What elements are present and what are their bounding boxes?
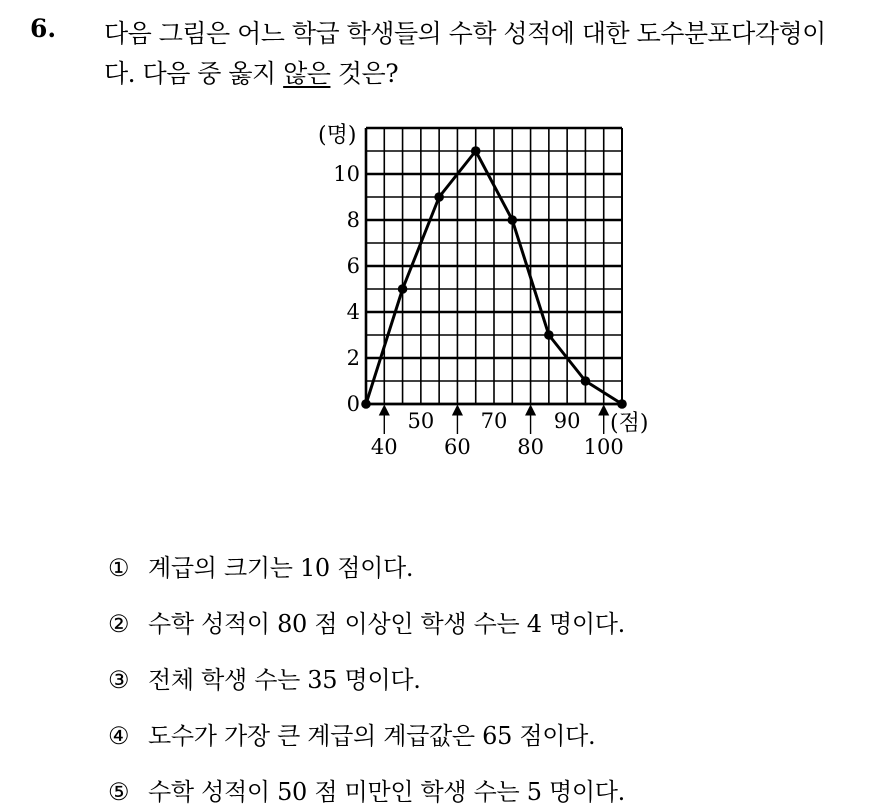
y-tick-label: 2: [346, 346, 360, 370]
data-point: [544, 330, 554, 340]
x-tick-label-lower: 100: [583, 435, 624, 459]
choice-1-mark: ①: [108, 554, 130, 582]
y-tick-label: 0: [346, 392, 360, 416]
choice-3-mark: ③: [108, 666, 130, 694]
choice-3[interactable]: [108, 660, 421, 695]
data-point: [434, 192, 444, 202]
y-tick-label: 4: [346, 300, 360, 324]
x-tick-label-upper: 70: [480, 409, 508, 433]
choice-3-text: 전체 학생 수는 35 명이다.: [148, 666, 421, 694]
y-tick-label: 10: [333, 162, 360, 186]
choice-4-text: 도수가 가장 큰 계급의 계급값은 65 점이다.: [148, 722, 596, 750]
y-tick-label: 6: [346, 254, 360, 278]
question-text-line-1: 다음 그림은 어느 학급 학생들의 수학 성적에 대한 도수분포다각형이: [104, 19, 826, 48]
y-axis-unit-label: (명): [318, 123, 357, 148]
data-point: [507, 215, 517, 225]
question-text-line-2: [104, 54, 398, 90]
choice-5-mark: ⑤: [108, 778, 130, 806]
choice-2[interactable]: [108, 604, 625, 639]
data-point: [471, 146, 481, 156]
x-tick-label-lower: 40: [370, 435, 398, 459]
question-text-before-emphasis: 다. 다음 중 옳지: [104, 59, 284, 88]
choice-2-mark: ②: [108, 610, 130, 638]
data-point: [581, 376, 591, 386]
x-tick-label-upper: 90: [553, 409, 581, 433]
choice-2-text: 수학 성적이 80 점 이상인 학생 수는 4 명이다.: [148, 610, 626, 638]
choice-5[interactable]: [108, 772, 625, 807]
question-emphasis-text: 않은: [283, 59, 331, 88]
data-point: [617, 399, 627, 409]
choice-1[interactable]: [108, 548, 413, 583]
chart-grid: [366, 128, 622, 404]
choice-4[interactable]: [108, 716, 595, 751]
choice-5-text: 수학 성적이 50 점 미만인 학생 수는 5 명이다.: [148, 778, 626, 806]
data-point: [361, 399, 371, 409]
x-tick-label-lower: 60: [444, 435, 471, 459]
y-axis-tick-labels: [333, 162, 360, 416]
data-point: [398, 284, 408, 294]
frequency-polygon-chart: [300, 110, 660, 470]
question-text-after-emphasis: 것은?: [330, 59, 399, 88]
x-axis-unit-label: (점): [610, 411, 649, 436]
choice-4-mark: ④: [108, 722, 130, 750]
question-number: 6.: [30, 14, 57, 43]
x-tick-label-upper: 50: [407, 409, 435, 433]
choice-1-text: 계급의 크기는 10 점이다.: [148, 554, 414, 582]
x-tick-label-lower: 80: [517, 435, 544, 459]
x-axis-tick-labels: [371, 409, 624, 459]
y-tick-label: 8: [346, 208, 360, 232]
